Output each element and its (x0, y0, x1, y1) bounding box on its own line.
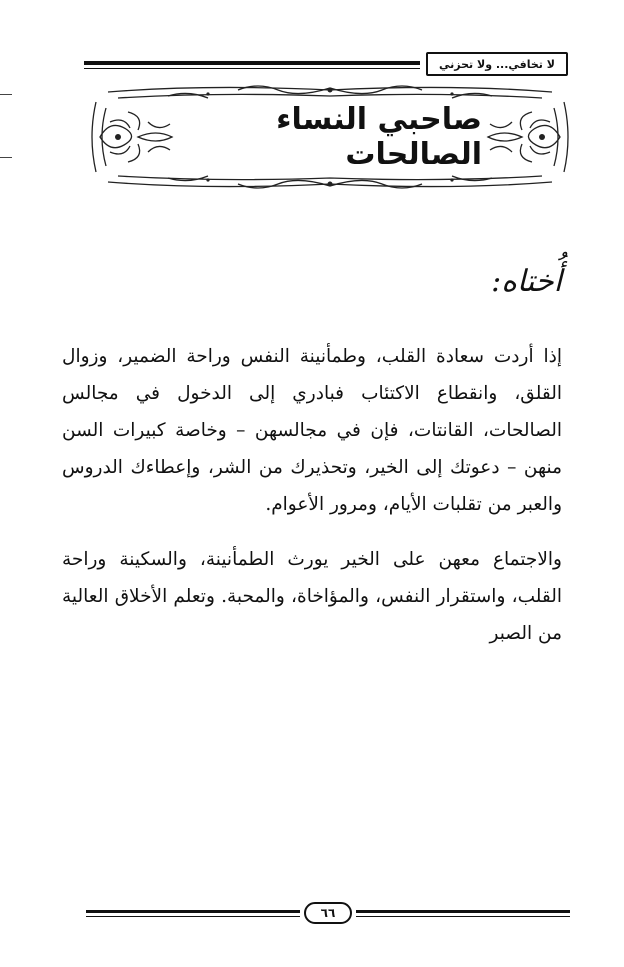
chapter-title: صاحبي النساء الصالحات (178, 112, 482, 162)
body-text (62, 338, 562, 652)
page-number: ٦٦ (304, 902, 352, 924)
page-footer (86, 896, 570, 930)
header-rule-thin (84, 68, 420, 69)
scan-edge-mark (0, 157, 12, 158)
paragraph: والاجتماع معهن على الخير يورث الطمأنينة، والسكينة وراحة القلب، واستقرار النفس، والمؤاخاة، والمحبة. وتعلم الأخلاق العالية من الصبر (62, 549, 562, 644)
paragraph: إذا أردت سعادة القلب، وطمأنينة النفس وراحة الضمير، وزوال القلق، وانقطاع الاكتئاب فبادري إلى الدخول في مجالس الصالحات، القانتات، فإن في مجالسهن – وخاصة كبيرات السن منهن – دعوتك إلى الخير، وتحذيرك من الشر، وإعطاءك الدروس والعبر من تقلبات الأيام، ومرور الأعوام. (62, 346, 562, 515)
page-header (84, 52, 568, 78)
footer-rule-right-thin (356, 916, 570, 917)
footer-rule-right (356, 910, 570, 913)
footer-rule-left-thin (86, 916, 300, 917)
salutation: أُختاه: (491, 264, 562, 299)
running-title: لا تخافي... ولا تحزني (426, 52, 568, 76)
header-rule (84, 61, 420, 65)
footer-rule-left (86, 910, 300, 913)
chapter-banner (88, 82, 572, 192)
scan-edge-mark (0, 94, 12, 95)
